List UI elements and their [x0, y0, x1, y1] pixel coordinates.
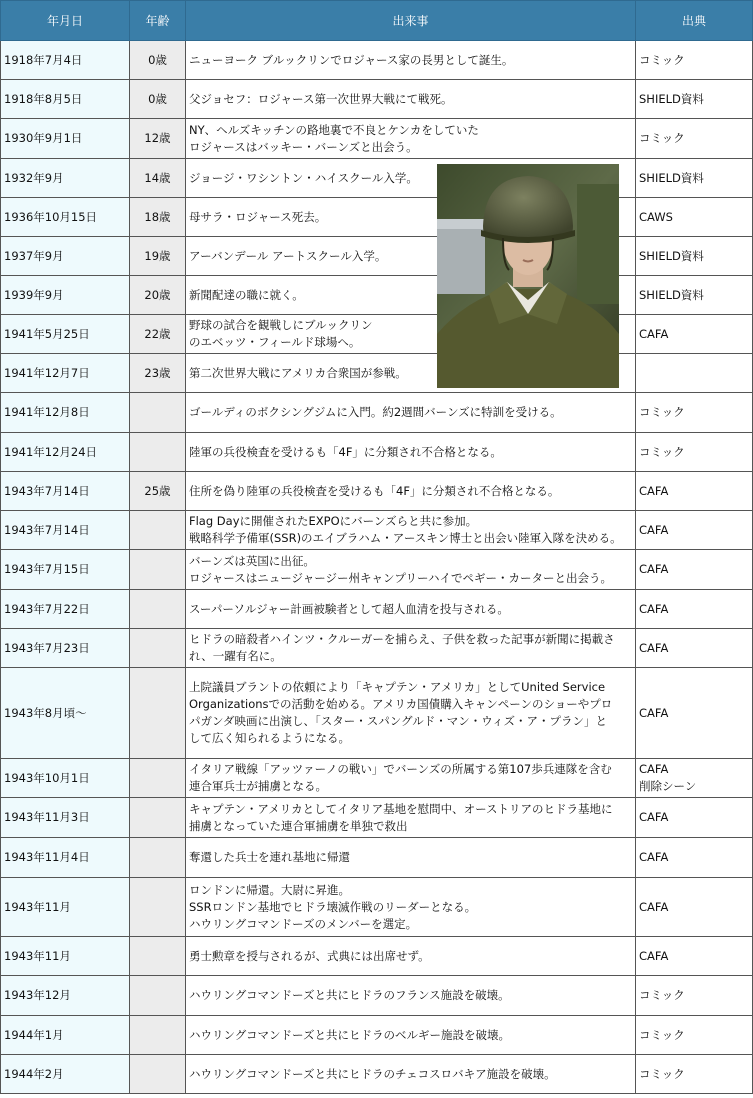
source-line: 削除シーン: [639, 779, 697, 793]
row-date: 1943年11月3日: [1, 798, 130, 838]
row-age: 20歳: [130, 276, 186, 315]
row-age: [130, 798, 186, 838]
row-event: [186, 1016, 636, 1055]
event-line: 父ジョセフ：ロジャース第一次世界大戦にて戦死。: [189, 91, 453, 106]
event-line: 奪還した兵士を連れ基地に帰還: [189, 850, 350, 864]
row-date: 1943年11月: [1, 937, 130, 976]
table-row: [1, 550, 753, 590]
row-event: [186, 838, 636, 878]
row-source: [636, 798, 753, 838]
table-header-row: [1, 1, 753, 41]
table-row: [1, 80, 753, 119]
row-event: [186, 878, 636, 937]
event-line: ロジャースはニュージャージー州キャンプリーハイでペギー・カーターと出会う。: [189, 570, 612, 585]
row-date: 1943年11月4日: [1, 838, 130, 878]
source-line: CAFA: [639, 705, 669, 720]
event-line: 捕虜となっていた連合軍捕虜を単独で救出: [189, 818, 408, 833]
row-date: 1941年12月24日: [1, 433, 130, 472]
row-source: [636, 511, 753, 550]
event-line: 母サラ・ロジャース死去。: [189, 209, 327, 224]
row-age: [130, 629, 186, 668]
source-line: コミック: [639, 1027, 685, 1042]
row-age: 25歳: [130, 472, 186, 511]
row-source: [636, 629, 753, 668]
event-line: バーンズは英国に出征。: [189, 553, 315, 568]
source-line: コミック: [639, 988, 685, 1002]
table-row: [1, 937, 753, 976]
event-line: Flag Dayに開催されたEXPOにバーンズらと共に参加。: [189, 514, 478, 528]
row-source: [636, 1055, 753, 1094]
row-event: [186, 668, 636, 759]
row-source: [636, 838, 753, 878]
row-age: 22歳: [130, 315, 186, 354]
table-row: [1, 629, 753, 668]
row-event: [186, 393, 636, 433]
table-row: [1, 1055, 753, 1094]
event-line: ヒドラの暗殺者ハインツ・クルーガーを捕らえ、子供を救った記事が新聞に掲載さ: [189, 632, 615, 646]
row-event: [186, 590, 636, 629]
event-line: 住所を偽り陸軍の兵役検査を受けるも「4F」に分類され不合格となる。: [189, 483, 560, 498]
table-row: [1, 511, 753, 550]
row-age: [130, 393, 186, 433]
table-row: [1, 393, 753, 433]
row-date: 1939年9月: [1, 276, 130, 315]
table-row: [1, 354, 753, 393]
row-source: [636, 472, 753, 511]
row-event: [186, 550, 636, 590]
row-age: [130, 511, 186, 550]
source-line: コミック: [639, 131, 685, 145]
row-source: [636, 1016, 753, 1055]
row-date: 1941年12月7日: [1, 354, 130, 393]
row-source: [636, 354, 753, 393]
event-line: ゴールディのボクシングジムに入門。約2週間バーンズに特訓を受ける。: [189, 405, 562, 419]
event-line: ハウリングコマンドーズと共にヒドラのフランス施設を破壊。: [189, 988, 510, 1002]
row-age: [130, 433, 186, 472]
row-date: 1944年2月: [1, 1055, 130, 1094]
event-line: のエベッツ・フィールド球場へ。: [189, 335, 361, 349]
row-date: 1943年7月14日: [1, 472, 130, 511]
event-line: 新聞配達の職に就く。: [189, 287, 304, 302]
row-source: [636, 668, 753, 759]
row-event: [186, 629, 636, 668]
table-row: [1, 976, 753, 1016]
row-age: 0歳: [130, 80, 186, 119]
row-age: [130, 1016, 186, 1055]
row-date: 1943年10月1日: [1, 759, 130, 798]
table-row: [1, 433, 753, 472]
table-row: [1, 759, 753, 798]
event-line: 第二次世界大戦にアメリカ合衆国が参戦。: [189, 365, 407, 380]
row-date: 1943年11月: [1, 878, 130, 937]
table-row: [1, 590, 753, 629]
row-age: [130, 838, 186, 878]
header-date: 年月日: [1, 1, 130, 41]
row-age: [130, 668, 186, 759]
row-source: [636, 433, 753, 472]
row-source: [636, 41, 753, 80]
event-line: 戦略科学予備軍(SSR)のエイブラハム・アースキン博士と出会い陸軍入隊を決める。: [189, 531, 622, 545]
table-row: [1, 878, 753, 937]
event-line: ロンドンに帰還。大尉に昇進。: [189, 882, 350, 897]
row-event: [186, 976, 636, 1016]
source-line: CAFA: [639, 640, 669, 655]
row-date: 1941年5月25日: [1, 315, 130, 354]
event-line: れ、一躍有名に。: [189, 649, 282, 663]
source-line: CAFA: [639, 948, 669, 963]
row-event: [186, 798, 636, 838]
source-line: CAFA: [639, 899, 669, 914]
row-event: [186, 511, 636, 550]
table-row: [1, 159, 753, 198]
row-source: [636, 550, 753, 590]
event-line: イタリア戦線「アッツァーノの戦い」でバーンズの所属する第107歩兵連隊を含む: [189, 762, 612, 776]
row-source: [636, 159, 753, 198]
event-line: キャプテン・アメリカとしてイタリア基地を慰問中、オーストリアのヒドラ基地に: [189, 801, 613, 816]
event-line: 連合軍兵士が捕虜となる。: [189, 779, 327, 793]
row-age: [130, 937, 186, 976]
row-source: [636, 315, 753, 354]
event-line: Organizationsでの活動を始める。アメリカ国債購入キャンペーンのショーやプロ: [189, 697, 613, 711]
row-source: [636, 590, 753, 629]
row-event: [186, 937, 636, 976]
header-event: 出来事: [186, 1, 636, 41]
row-age: 18歳: [130, 198, 186, 237]
source-line: CAFA: [639, 850, 669, 864]
soldier-photo-icon: [437, 164, 619, 388]
row-event: [186, 759, 636, 798]
source-line: SHIELD資料: [639, 91, 704, 106]
row-source: [636, 198, 753, 237]
source-line: CAFA: [639, 810, 669, 824]
row-source: [636, 237, 753, 276]
table-row: [1, 798, 753, 838]
row-age: [130, 1055, 186, 1094]
event-line: 陸軍の兵役検査を受けるも「4F」に分類され不合格となる。: [189, 444, 502, 459]
table-row: [1, 838, 753, 878]
row-source: [636, 878, 753, 937]
row-date: 1941年12月8日: [1, 393, 130, 433]
source-line: SHIELD資料: [639, 287, 704, 302]
row-event: [186, 1055, 636, 1094]
source-line: CAFA: [639, 483, 669, 498]
table-row: [1, 237, 753, 276]
row-age: 23歳: [130, 354, 186, 393]
source-line: CAFA: [639, 326, 669, 341]
source-line: CAWS: [639, 209, 673, 224]
table-row: [1, 119, 753, 159]
row-date: 1936年10月15日: [1, 198, 130, 237]
row-date: 1918年7月4日: [1, 41, 130, 80]
event-line: ロジャースはバッキー・バーンズと出会う。: [189, 139, 418, 154]
source-line: CAFA: [639, 562, 669, 576]
event-line: 勇士勲章を授与されるが、式典には出席せず。: [189, 948, 430, 963]
row-event: [186, 119, 636, 159]
row-event: [186, 41, 636, 80]
event-line: ハウリングコマンドーズのメンバーを選定。: [189, 916, 418, 931]
soldier-photo: [437, 164, 619, 388]
row-date: 1943年12月: [1, 976, 130, 1016]
row-age: 0歳: [130, 41, 186, 80]
row-date: 1944年1月: [1, 1016, 130, 1055]
event-line: スーパーソルジャー計画被験者として超人血清を投与される。: [189, 601, 509, 616]
event-line: して広く知られるようになる。: [189, 731, 350, 745]
table-row: [1, 472, 753, 511]
row-age: [130, 759, 186, 798]
row-source: [636, 937, 753, 976]
source-line: コミック: [639, 1066, 685, 1081]
row-source: [636, 393, 753, 433]
source-line: CAFA: [639, 522, 669, 537]
table-row: [1, 668, 753, 759]
source-line: CAFA: [639, 601, 669, 616]
row-date: 1918年8月5日: [1, 80, 130, 119]
source-line: SHIELD資料: [639, 170, 704, 185]
row-date: 1943年7月23日: [1, 629, 130, 668]
table-row: [1, 315, 753, 354]
row-source: [636, 80, 753, 119]
row-event: [186, 433, 636, 472]
row-date: 1930年9月1日: [1, 119, 130, 159]
row-source: [636, 976, 753, 1016]
row-date: 1937年9月: [1, 237, 130, 276]
row-age: 12歳: [130, 119, 186, 159]
row-age: 14歳: [130, 159, 186, 198]
header-age: 年齢: [130, 1, 186, 41]
source-line: コミック: [639, 444, 685, 459]
event-line: パガンダ映画に出演し、「スター・スパングルド・マン・ウィズ・ア・プラン」と: [189, 714, 608, 728]
event-line: 野球の試合を観戦しにブルックリン: [189, 318, 373, 332]
row-date: 1943年7月15日: [1, 550, 130, 590]
event-line: ジョージ・ワシントン・ハイスクール入学。: [189, 170, 418, 185]
row-date: 1943年7月14日: [1, 511, 130, 550]
event-line: SSRロンドン基地でヒドラ壊滅作戦のリーダーとなる。: [189, 899, 477, 914]
row-event: [186, 472, 636, 511]
event-line: アーバンデール アートスクール入学。: [189, 248, 387, 263]
table-row: [1, 198, 753, 237]
row-age: [130, 590, 186, 629]
source-line: SHIELD資料: [639, 248, 704, 263]
source-line: CAFA: [639, 762, 669, 776]
event-line: 上院議員ブラントの依頼により「キャプテン・アメリカ」としてUnited Service: [189, 680, 606, 694]
table-row: [1, 276, 753, 315]
event-line: ハウリングコマンドーズと共にヒドラのベルギー施設を破壊。: [189, 1027, 510, 1042]
row-age: [130, 878, 186, 937]
table-row: [1, 41, 753, 80]
source-line: コミック: [639, 405, 685, 419]
source-line: コミック: [639, 52, 685, 67]
row-age: [130, 976, 186, 1016]
row-source: [636, 759, 753, 798]
row-event: [186, 80, 636, 119]
row-date: 1943年8月頃～: [1, 668, 130, 759]
event-line: NY、ヘルズキッチンの路地裏で不良とケンカをしていた: [189, 122, 479, 137]
row-age: 19歳: [130, 237, 186, 276]
table-row: [1, 1016, 753, 1055]
event-line: ニューヨーク ブルックリンでロジャース家の長男として誕生。: [189, 52, 514, 67]
event-line: ハウリングコマンドーズと共にヒドラのチェコスロバキア施設を破壊。: [189, 1066, 556, 1081]
row-date: 1932年9月: [1, 159, 130, 198]
header-source: 出典: [636, 1, 753, 41]
row-source: [636, 119, 753, 159]
row-date: 1943年7月22日: [1, 590, 130, 629]
row-source: [636, 276, 753, 315]
row-age: [130, 550, 186, 590]
